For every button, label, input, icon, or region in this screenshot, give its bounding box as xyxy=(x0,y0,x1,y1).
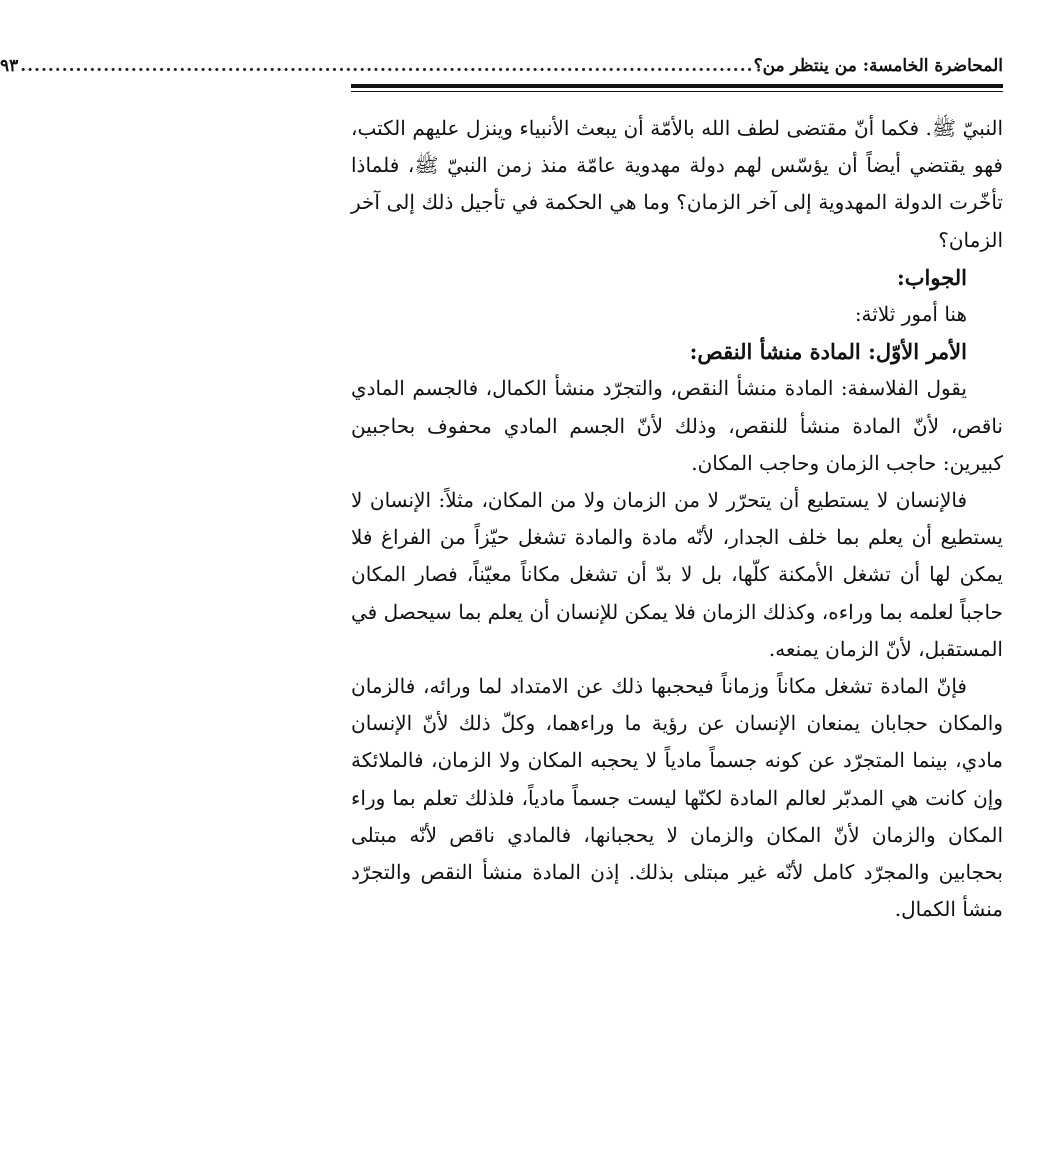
paragraph-1: النبيّ ﷺ. فكما أنّ مقتضى لطف الله بالأمّة أن يبعث الأنبياء وينزل عليهم الكتب، فهو يقتضي أيضاً أن يؤسّس لهم دولة مهدوية عامّة منذ زمن النبيّ ﷺ، فلماذا تأخّرت الدولة المهدوية إلى آخر الزمان؟ وما هي الحكمة في تأجيل ذلك إلى آخر الزمان؟ xyxy=(351,116,1003,252)
page-number: ٩٣ xyxy=(0,56,19,76)
paragraph-3: فالإنسان لا يستطيع أن يتحرّر لا من الزمان ولا من المكان، مثلاً: الإنسان لا يستطيع أن يعلم بما خلف الجدار، لأنّه مادة والمادة تشغل حيّزاً من الفراغ فلا يمكن لها أن تشغل الأمكنة كلّها، بل لا بدّ أن تشغل مكاناً معيّناً، فصار المكان حاجباً لعلمه بما وراءه، وكذلك الزمان فلا يمكن للإنسان أن يعلم بما سيحصل في المستقبل، لأنّ الزمان يمنعه. xyxy=(351,488,1003,661)
intro-line: هنا أمور ثلاثة: xyxy=(854,302,967,327)
body-text xyxy=(351,110,1003,928)
paragraph-2: يقول الفلاسفة: المادة منشأ النقص، والتجرّد منشأ الكمال، فالجسم المادي ناقص، لأنّ المادة منشأ للنقص، وذلك لأنّ الجسم المادي محفوف بحاجبين كبيرين: حاجب الزمان وحاجب المكان. xyxy=(351,376,1004,475)
chapter-title: المحاضرة الخامسة: من ينتظر من؟ xyxy=(753,56,1003,76)
section-heading: الأمر الأوّل: المادة منشأ النقص: xyxy=(689,339,967,365)
answer-heading: الجواب: xyxy=(897,264,967,290)
header-rule-thick xyxy=(351,84,1003,88)
header-rule-thin xyxy=(351,91,1003,92)
leader-dots: .......................................................................................................... xyxy=(20,56,754,76)
paragraph-4: فإنّ المادة تشغل مكاناً وزماناً فيحجبها ذلك عن الامتداد لما ورائه، فالزمان والمكان حجابان يمنعان الإنسان عن رؤية ما وراءهما، وكلّ ذلك لأنّ الإنسان مادي، بينما المتجرّد عن كونه جسماً مادياً لا يحجبه المكان ولا الزمان، فالملائكة وإن كانت هي المدبّر لعالم المادة لكنّها ليست جسماً مادياً، فلذلك تعلم بما وراء المكان والزمان لأنّ المكان والزمان لا يحجبانها، فالمادي ناقص لأنّه مبتلى بحجابين والمجرّد كامل لأنّه غير مبتلى بذلك. إذن المادة منشأ النقص والتجرّد منشأ الكمال. xyxy=(351,674,1003,922)
running-header xyxy=(0,44,1003,76)
